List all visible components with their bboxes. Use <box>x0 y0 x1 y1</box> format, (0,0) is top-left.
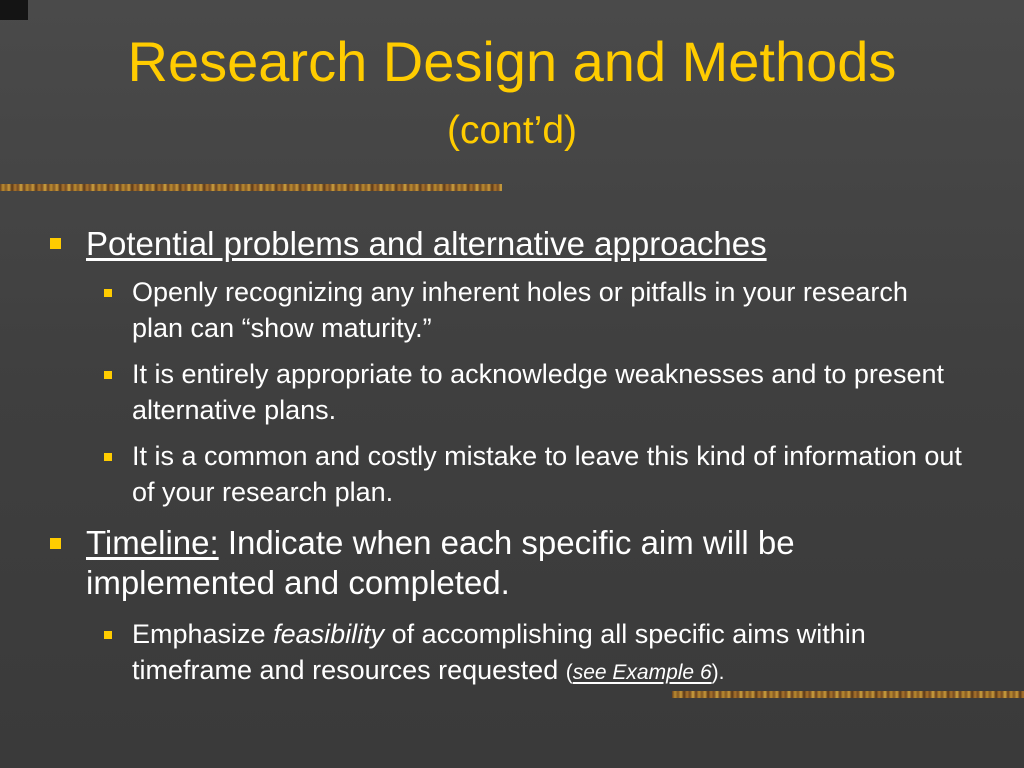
sub-bullet-square-icon <box>104 289 112 297</box>
sub-bullet-square-icon <box>104 453 112 461</box>
bullet-heading: Potential problems and alternative approaches <box>86 225 767 262</box>
bullet-heading: Timeline: <box>86 524 219 561</box>
bullet-text: Indicate when each specific aim will be implemented and completed. <box>86 524 795 601</box>
sub-bullet-square-icon <box>104 371 112 379</box>
sub-bullet-text: It is a common and costly mistake to leave this kind of information out of your research plan. <box>132 441 962 507</box>
emphasis-feasibility: feasibility <box>273 619 385 649</box>
bullet-square-icon <box>50 238 61 249</box>
sub-bullet-feasibility <box>132 616 962 691</box>
slide-subtitle: (cont’d) <box>446 109 578 152</box>
bullet-square-icon <box>50 538 61 549</box>
sub-bullet-text: Openly recognizing any inherent holes or pitfalls in your research plan can “show maturity.” <box>132 277 908 343</box>
close-paren: ). <box>711 661 725 684</box>
open-paren: ( <box>565 661 573 684</box>
see-example-link[interactable]: see Example 6 <box>572 661 712 684</box>
bullet-timeline <box>86 523 986 603</box>
sub-bullet-text: It is entirely appropriate to acknowledge weaknesses and to present alternative plans. <box>132 359 944 425</box>
slide-title: Research Design and Methods <box>127 30 897 93</box>
sub-bullet-square-icon <box>104 631 112 639</box>
bullet-potential-problems <box>86 224 986 264</box>
sub-bullet-text-middle: of accomplishing all specific aims within timeframe and resources requested <box>132 619 866 685</box>
sub-bullet-text-prefix: Emphasize <box>132 619 274 649</box>
